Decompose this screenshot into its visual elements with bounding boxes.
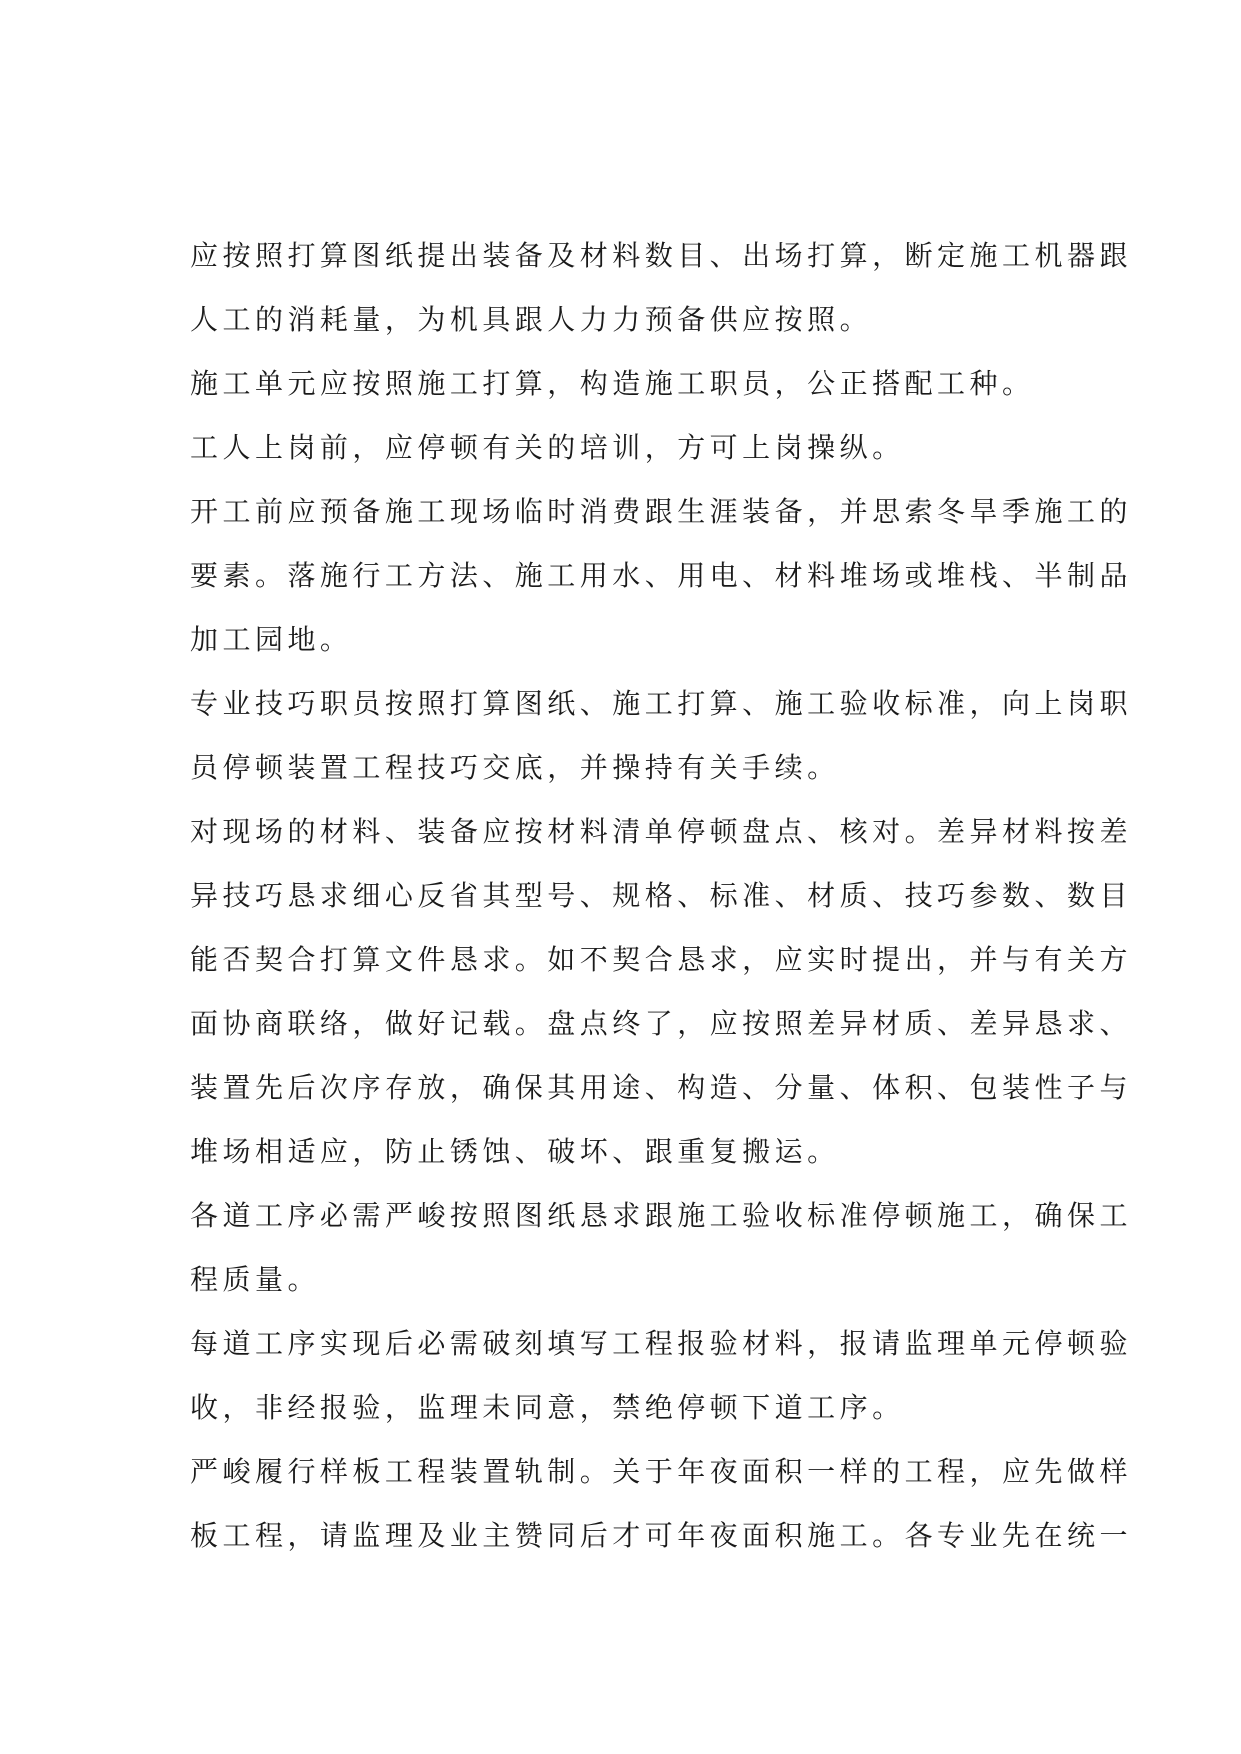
text-line: 工人上岗前，应停顿有关的培训，方可上岗操纵。 [190, 431, 905, 464]
text-line: 各道工序必需严峻按照图纸恳求跟施工验收标准停顿施工，确保工 [190, 1199, 1132, 1232]
text-line: 施工单元应按照施工打算，构造施工职员，公正搭配工种。 [190, 367, 1035, 400]
text-line: 堆场相适应，防止锈蚀、破坏、跟重复搬运。 [190, 1135, 840, 1168]
text-line: 收，非经报验，监理未同意，禁绝停顿下道工序。 [190, 1391, 905, 1424]
text-line: 程质量。 [190, 1263, 320, 1296]
text-line: 能否契合打算文件恳求。如不契合恳求，应实时提出，并与有关方 [190, 943, 1132, 976]
text-line: 加工园地。 [190, 623, 353, 656]
text-line: 专业技巧职员按照打算图纸、施工打算、施工验收标准，向上岗职 [190, 687, 1132, 720]
text-line: 异技巧恳求细心反省其型号、规格、标准、材质、技巧参数、数目 [190, 879, 1132, 912]
text-line: 对现场的材料、装备应按材料清单停顿盘点、核对。差异材料按差 [190, 815, 1132, 848]
text-line: 人工的消耗量，为机具跟人力力预备供应按照。 [190, 303, 873, 336]
text-line: 装置先后次序存放，确保其用途、构造、分量、体积、包装性子与 [190, 1071, 1132, 1104]
text-line: 每道工序实现后必需破刻填写工程报验材料，报请监理单元停顿验 [190, 1327, 1132, 1360]
text-line: 板工程，请监理及业主赞同后才可年夜面积施工。各专业先在统一 [190, 1519, 1132, 1552]
text-line: 要素。落施行工方法、施工用水、用电、材料堆场或堆栈、半制品 [190, 559, 1132, 592]
text-line: 应按照打算图纸提出装备及材料数目、出场打算，断定施工机器跟 [190, 239, 1132, 272]
text-line: 面协商联络，做好记载。盘点终了，应按照差异材质、差异恳求、 [190, 1007, 1132, 1040]
body-text [190, 224, 1132, 1568]
text-line: 严峻履行样板工程装置轨制。关于年夜面积一样的工程，应先做样 [190, 1455, 1132, 1488]
text-line: 开工前应预备施工现场临时消费跟生涯装备，并思索冬旱季施工的 [190, 495, 1132, 528]
text-line: 员停顿装置工程技巧交底，并操持有关手续。 [190, 751, 840, 784]
